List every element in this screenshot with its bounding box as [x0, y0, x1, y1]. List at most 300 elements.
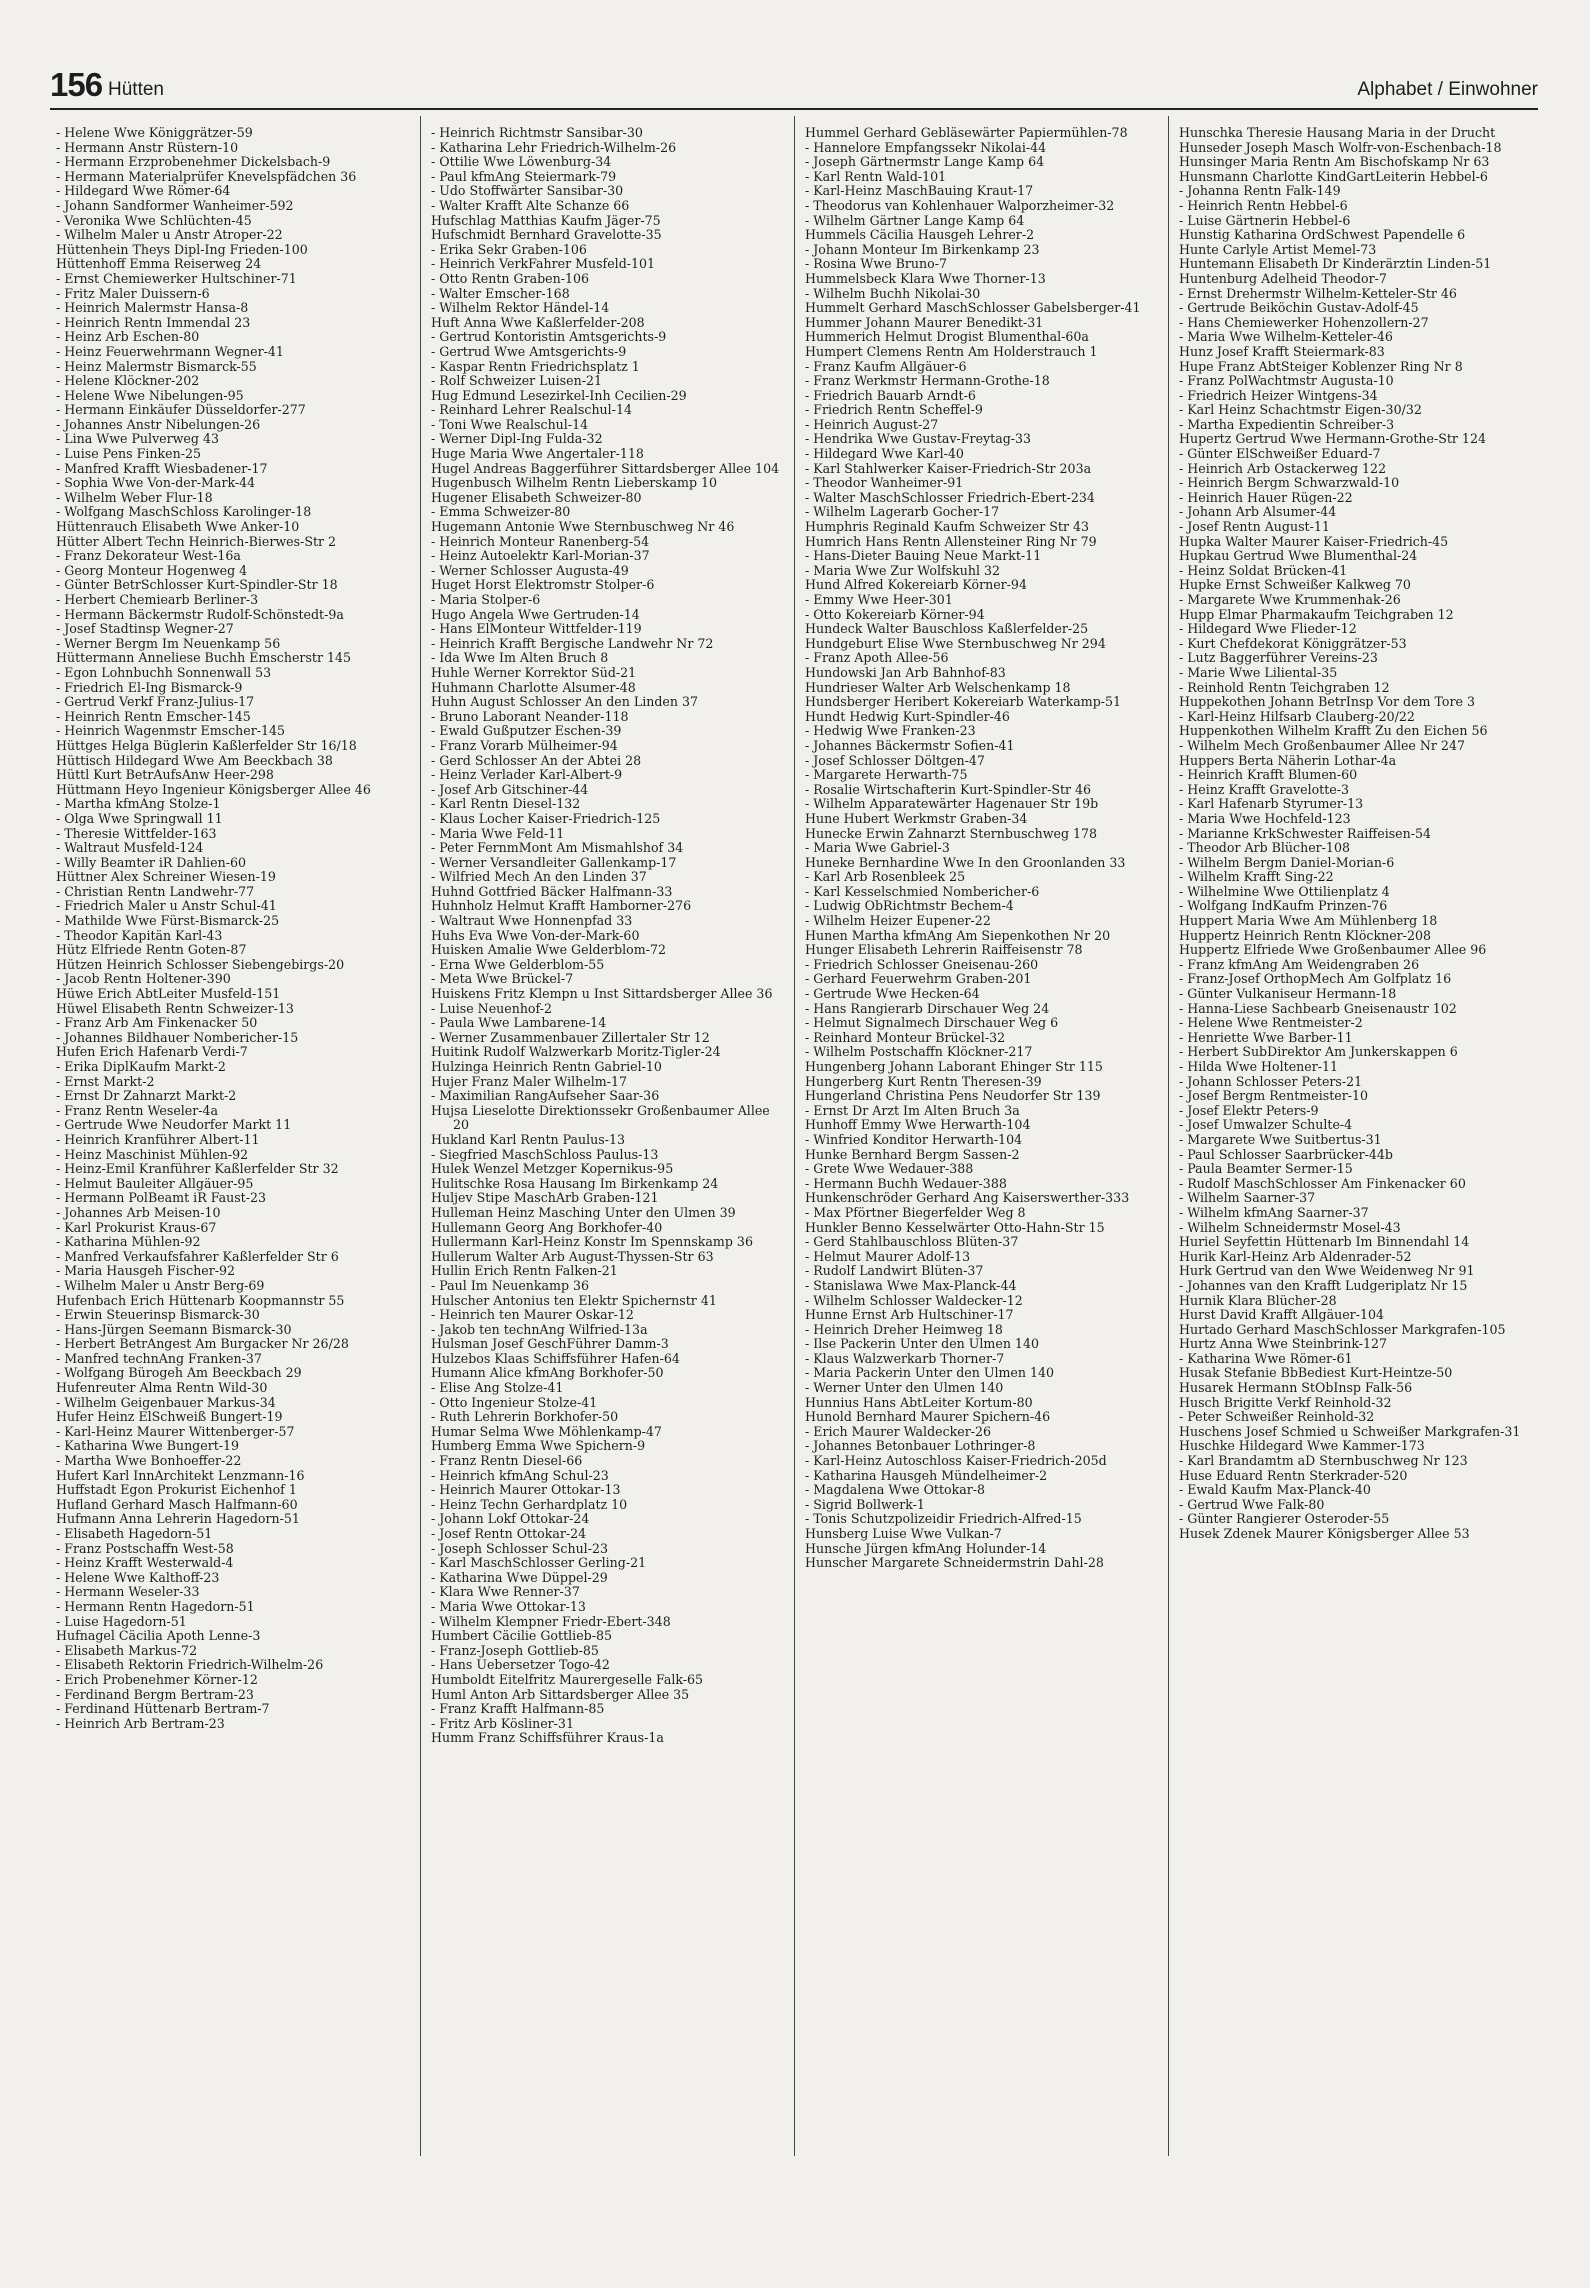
- directory-entry: - Friedrich Maler u Anstr Schul-41: [56, 898, 277, 914]
- directory-entry: Hunhoff Emmy Wwe Herwarth-104: [805, 1117, 1031, 1133]
- directory-entry: Huffstadt Egon Prokurist Eichenhof 1: [56, 1482, 297, 1498]
- directory-entry: Hummerich Helmut Drogist Blumenthal-60a: [805, 329, 1089, 345]
- directory-entry: Hug Edmund Lesezirkel-Inh Cecilien-29: [431, 387, 687, 403]
- directory-entry: - Rudolf Landwirt Blüten-37: [805, 1263, 984, 1279]
- directory-entry: - Herbert Chemiearb Berliner-3: [56, 592, 259, 607]
- directory-entry: Hukland Karl Rentn Paulus-13: [431, 1131, 626, 1147]
- directory-entry: - Josef Arb Gitschiner-44: [431, 781, 589, 797]
- directory-entry: - Franz Vorarb Mülheimer-94: [431, 737, 618, 753]
- directory-column-1: [46, 116, 420, 2156]
- directory-entry: Hunger Elisabeth Lehrerin Raiffeisenstr 78: [805, 942, 1083, 958]
- directory-entry: - Hans Chemiewerker Hohenzollern-27: [1179, 314, 1429, 330]
- directory-entry: - Ferdinand Hüttenarb Bertram-7: [56, 1701, 270, 1717]
- directory-entry: - Elisabeth Rektorin Friedrich-Wilhelm-26: [56, 1657, 324, 1673]
- directory-entry: - Johannes Anstr Nibelungen-26: [56, 416, 261, 432]
- directory-entry: - Karl MaschSchlosser Gerling-21: [431, 1555, 647, 1571]
- directory-entry: Hurnik Klara Blücher-28: [1179, 1292, 1337, 1308]
- directory-entry: - Mathilde Wwe Fürst-Bismarck-25: [56, 913, 280, 929]
- directory-entry: - Hermann Buchh Wedauer-388: [805, 1175, 1007, 1191]
- directory-entry: Huschke Hildegard Wwe Kammer-173: [1179, 1438, 1425, 1454]
- directory-entry: Hupke Ernst Schweißer Kalkweg 70: [1179, 577, 1411, 593]
- directory-entry: - Georg Monteur Hogenweg 4: [56, 562, 248, 578]
- directory-entry: - Hendrika Wwe Gustav-Freytag-33: [805, 431, 1032, 447]
- directory-entry: - Maria Wwe Hochfeld-123: [1179, 810, 1351, 826]
- directory-entry: Huml Anton Arb Sittardsberger Allee 35: [431, 1686, 690, 1702]
- directory-entry: - Katharina Hausgeh Mündelheimer-2: [805, 1467, 1048, 1483]
- directory-entry: - Toni Wwe Realschul-14: [431, 416, 589, 432]
- directory-entry: Huntemann Elisabeth Dr Kinderärztin Linden-51: [1179, 256, 1492, 272]
- directory-entry: - Gertrud Wwe Amtsgerichts-9: [431, 343, 627, 359]
- directory-entry: - Karl-Heinz MaschBauing Kraut-17: [805, 183, 1034, 199]
- directory-entry: - Gerhard Feuerwehrm Graben-201: [805, 971, 1032, 987]
- directory-entry: Hupe Franz AbtSteiger Koblenzer Ring Nr 8: [1179, 358, 1463, 374]
- directory-entry: - Margarete Wwe Suitbertus-31: [1179, 1131, 1382, 1147]
- directory-entry: - Heinrich Hauer Rügen-22: [1179, 489, 1353, 505]
- directory-entry: - Franz Postschaffn West-58: [56, 1540, 234, 1556]
- directory-entry: Huft Anna Wwe Kaßlerfelder-208: [431, 314, 645, 330]
- directory-entry: - Wilhelm Schneidermstr Mosel-43: [1179, 1219, 1401, 1235]
- directory-entry: Hullin Erich Rentn Falken-21: [431, 1263, 618, 1279]
- directory-entry: - Manfred Krafft Wiesbadener-17: [56, 460, 268, 476]
- directory-entry: Huhs Eva Wwe Von-der-Mark-60: [431, 927, 640, 943]
- directory-entry: - Werner Bergm Im Neuenkamp 56: [56, 635, 281, 651]
- directory-entry: - Heinrich VerkFahrer Musfeld-101: [431, 256, 656, 272]
- directory-entry: Hützen Heinrich Schlosser Siebengebirgs-20: [56, 956, 345, 972]
- directory-entry: - Johann Sandformer Wanheimer-592: [56, 197, 294, 213]
- directory-entry: - Heinz-Emil Kranführer Kaßlerfelder Str 32: [56, 1161, 339, 1177]
- directory-entry: Hulek Wenzel Metzger Kopernikus-95: [431, 1161, 674, 1177]
- directory-entry: - Gertrude Wwe Hecken-64: [805, 986, 980, 1002]
- directory-entry: - Maria Wwe Feld-11: [431, 825, 565, 841]
- directory-entry: - Hildegard Wwe Karl-40: [805, 446, 964, 462]
- directory-entry: - Herbert SubDirektor Am Junkerskappen 6: [1179, 1044, 1458, 1060]
- directory-entry: - Martha kfmAng Stolze-1: [56, 796, 221, 812]
- directory-entry: - Helene Klöckner-202: [56, 373, 200, 389]
- directory-entry: Hufer Heinz ElSchweiß Bungert-19: [56, 1409, 283, 1425]
- directory-entry: Hufenbach Erich Hüttenarb Koopmannstr 55: [56, 1292, 345, 1308]
- directory-entry: - Franz-Josef OrthopMech Am Golfplatz 16: [1179, 971, 1452, 987]
- directory-entry: - Gertrude Beiköchin Gustav-Adolf-45: [1179, 300, 1419, 316]
- directory-entry: - Katharina Lehr Friedrich-Wilhelm-26: [431, 139, 677, 155]
- directory-entry: - Wilhelm Schlosser Waldecker-12: [805, 1292, 1023, 1308]
- directory-entry: Hufmann Anna Lehrerin Hagedorn-51: [56, 1511, 300, 1527]
- directory-entry: - Josef Rentn August-11: [1179, 519, 1330, 535]
- directory-entry: - Karl Stahlwerker Kaiser-Friedrich-Str 203a: [805, 460, 1092, 476]
- directory-entry: - Reinhard Lehrer Realschul-14: [431, 402, 632, 418]
- directory-entry: - Franz Werkmstr Hermann-Grothe-18: [805, 373, 1050, 389]
- directory-entry: - Rolf Schweizer Luisen-21: [431, 373, 602, 389]
- directory-entry: Hulscher Antonius ten Elektr Spichernstr 41: [431, 1292, 717, 1308]
- directory-entry: - Winfried Konditor Herwarth-104: [805, 1131, 1023, 1147]
- directory-entry: - Heinrich Dreher Heimweg 18: [805, 1321, 1003, 1337]
- directory-entry: Husek Zdenek Maurer Königsberger Allee 53: [1179, 1526, 1470, 1541]
- directory-entry: Hullemann Georg Ang Borkhofer-40: [431, 1219, 663, 1235]
- directory-entry: - Martha Wwe Bonhoeffer-22: [56, 1453, 242, 1469]
- directory-entry: - Wilhelm Postschaffn Klöckner-217: [805, 1044, 1033, 1060]
- directory-entry: Hufen Erich Hafenarb Verdi-7: [56, 1044, 248, 1060]
- directory-entry: - Johann Schlosser Peters-21: [1179, 1073, 1363, 1089]
- directory-entry: Hurst David Krafft Allgäuer-104: [1179, 1307, 1384, 1323]
- directory-entry: - Franz Apoth Allee-56: [805, 650, 949, 666]
- directory-entry: Huppertz Elfriede Wwe Großenbaumer Allee 96: [1179, 942, 1487, 958]
- directory-entry: - Meta Wwe Brückel-7: [431, 971, 574, 987]
- directory-entry: Hund Alfred Kokereiarb Körner-94: [805, 577, 1027, 593]
- directory-entry: - Hermann Weseler-33: [56, 1584, 200, 1600]
- directory-entry: - Hermann Rentn Hagedorn-51: [56, 1598, 255, 1614]
- directory-entry: - Peter Schweißer Reinhold-32: [1179, 1409, 1375, 1425]
- directory-entry: Hütz Elfriede Rentn Goten-87: [56, 942, 247, 958]
- directory-entry: - Hilda Wwe Holtener-11: [1179, 1059, 1339, 1074]
- directory-entry: - Karl-Heinz Autoschloss Kaiser-Friedrich-205d: [805, 1453, 1107, 1469]
- directory-entry: Hummel Gerhard Gebläsewärter Papiermühlen-78: [805, 125, 1128, 140]
- directory-entry: Hugel Andreas Baggerführer Sittardsberger Allee 104: [431, 460, 780, 476]
- directory-entry: Hungenberg Johann Laborant Ehinger Str 115: [805, 1059, 1103, 1074]
- directory-entry: - Hans-Jürgen Seemann Bismarck-30: [56, 1321, 292, 1337]
- directory-entry: Hunte Carlyle Artist Memel-73: [1179, 241, 1377, 257]
- directory-entry: Hulzinga Heinrich Rentn Gabriel-10: [431, 1059, 662, 1074]
- directory-entry: Hunschka Theresie Hausang Maria in der Drucht: [1179, 125, 1496, 140]
- directory-entry: - Kaspar Rentn Friedrichsplatz 1: [431, 358, 640, 374]
- directory-entry: - Hermann PolBeamt iR Faust-23: [56, 1190, 267, 1206]
- directory-entry: Huppekothen Johann BetrInsp Vor dem Tore 3: [1179, 694, 1475, 710]
- directory-entry: Humbert Cäcilie Gottlieb-85: [431, 1628, 612, 1644]
- directory-entry: Hujer Franz Maler Wilhelm-17: [431, 1073, 627, 1089]
- directory-entry: - Ferdinand Bergm Bertram-23: [56, 1686, 254, 1702]
- directory-entry: - Wilhelm Rektor Händel-14: [431, 300, 610, 316]
- directory-entry: - Walter MaschSchlosser Friedrich-Ebert-234: [805, 489, 1095, 505]
- directory-entry: - Johannes Arb Meisen-10: [56, 1204, 221, 1220]
- directory-entry: - Ludwig ObRichtmstr Bechem-4: [805, 898, 1014, 914]
- directory-entry: - Günter ElSchweißer Eduard-7: [1179, 446, 1381, 462]
- directory-entry: Hune Hubert Werkmstr Graben-34: [805, 810, 1028, 826]
- directory-entry: - Karl Kesselschmied Nombericher-6: [805, 883, 1040, 899]
- directory-entry: - Friedrich El-Ing Bismarck-9: [56, 679, 243, 695]
- directory-entry: - Walter Krafft Alte Schanze 66: [431, 197, 630, 213]
- page-header: [50, 66, 1538, 110]
- directory-entry: - Olga Wwe Springwall 11: [56, 810, 223, 826]
- directory-entry: Hunsche Jürgen kfmAng Holunder-14: [805, 1540, 1047, 1556]
- directory-entry: - Karl Arb Rosenbleek 25: [805, 869, 966, 885]
- directory-entry: - Josef Elektr Peters-9: [1179, 1102, 1319, 1118]
- directory-entry: - Wilhelm Geigenbauer Markus-34: [56, 1394, 276, 1410]
- directory-entry: - Manfred technAng Franken-37: [56, 1350, 262, 1366]
- directory-entry: - Udo Stoffwärter Sansibar-30: [431, 183, 624, 199]
- directory-entry: - Hermann Erzprobenehmer Dickelsbach-9: [56, 154, 331, 170]
- directory-entry: - Maria Stolper-6: [431, 592, 541, 607]
- directory-entry: - Heinrich Rentn Hebbel-6: [1179, 197, 1348, 213]
- directory-entry: - Helmut Bauleiter Allgäuer-95: [56, 1175, 254, 1191]
- directory-entry: - Hans ElMonteur Wittfelder-119: [431, 621, 642, 637]
- directory-entry: Hufschlag Matthias Kaufm Jäger-75: [431, 212, 661, 228]
- directory-entry: Hummer Johann Maurer Benedikt-31: [805, 314, 1044, 330]
- directory-entry: Huhnd Gottfried Bäcker Halfmann-33: [431, 883, 673, 899]
- directory-entry: - Ewald Gußputzer Eschen-39: [431, 723, 622, 739]
- directory-entry: Hugenbusch Wilhelm Rentn Lieberskamp 10: [431, 475, 718, 491]
- directory-entry: - Johann Arb Alsumer-44: [1179, 504, 1337, 520]
- directory-entry: - Josef Stadtinsp Wegner-27: [56, 621, 234, 637]
- directory-entry: - Friedrich Rentn Scheffel-9: [805, 402, 983, 418]
- directory-entry: Hullerum Walter Arb August-Thyssen-Str 63: [431, 1248, 714, 1264]
- directory-entry: - Gerd Schlosser An der Abtei 28: [431, 752, 642, 768]
- directory-entry: Hupkau Gertrud Wwe Blumenthal-24: [1179, 548, 1418, 564]
- directory-entry: - Kurt Chefdekorat Königgrätzer-53: [1179, 635, 1407, 651]
- directory-entry: Hummelt Gerhard MaschSchlosser Gabelsberger-41: [805, 300, 1141, 316]
- directory-entry: Hüttl Kurt BetrAufsAnw Heer-298: [56, 767, 274, 783]
- directory-column-3: [794, 116, 1168, 2156]
- directory-entry: - Reinhard Monteur Brückel-32: [805, 1029, 1006, 1045]
- directory-entry: Hupertz Gertrud Wwe Hermann-Grothe-Str 124: [1179, 431, 1486, 447]
- directory-entry: - Rudolf MaschSchlosser Am Finkenacker 60: [1179, 1175, 1466, 1191]
- directory-entry: - Heinrich Rentn Emscher-145: [56, 708, 251, 724]
- directory-entry: - Heinrich Richtmstr Sansibar-30: [431, 125, 643, 140]
- category-title: Alphabet / Einwohner: [1357, 79, 1538, 100]
- directory-entry: - Wilhelm Bergm Daniel-Morian-6: [1179, 854, 1395, 870]
- directory-entry: - Karl Prokurist Kraus-67: [56, 1219, 217, 1235]
- directory-entry: - Siegfried MaschSchloss Paulus-13: [431, 1146, 659, 1162]
- directory-entry: - Tonis Schutzpolizeidir Friedrich-Alfred-15: [805, 1511, 1082, 1527]
- directory-entry: Huschens Josef Schmied u Schweißer Markgrafen-31: [1179, 1423, 1521, 1439]
- directory-entry: - Hans-Dieter Bauing Neue Markt-11: [805, 548, 1042, 564]
- directory-entry: - Helene Wwe Rentmeister-2: [1179, 1015, 1363, 1031]
- directory-entry: - Hedwig Wwe Franken-23: [805, 723, 976, 739]
- directory-entry: - Wolfgang IndKaufm Prinzen-76: [1179, 898, 1388, 914]
- directory-entry: - Heinrich Rentn Immendal 23: [56, 314, 251, 330]
- directory-entry: - Heinrich Arb Ostackerweg 122: [1179, 460, 1387, 476]
- directory-entry: - Helene Wwe Kalthoff-23: [56, 1569, 220, 1585]
- directory-entry: Hunstig Katharina OrdSchwest Papendelle 6: [1179, 227, 1466, 243]
- directory-entry: - Elisabeth Hagedorn-51: [56, 1526, 213, 1541]
- directory-entry: Hüwe Erich AbtLeiter Musfeld-151: [56, 986, 281, 1002]
- directory-entry: Huntenburg Adelheid Theodor-7: [1179, 270, 1387, 286]
- directory-entry: - Ida Wwe Im Alten Bruch 8: [431, 650, 609, 666]
- directory-entry: Huisken Amalie Wwe Gelderblom-72: [431, 942, 666, 958]
- directory-entry: - Jakob ten technAng Wilfried-13a: [431, 1321, 648, 1337]
- directory-entry: Hupp Elmar Pharmakaufm Teichgraben 12: [1179, 606, 1454, 622]
- directory-entry: - Ernst Dr Arzt Im Alten Bruch 3a: [805, 1102, 1020, 1118]
- directory-entry: - Joseph Gärtnermstr Lange Kamp 64: [805, 154, 1045, 170]
- directory-entry: - Marianne KrkSchwester Raiffeisen-54: [1179, 825, 1432, 841]
- directory-entry: - Franz-Joseph Gottlieb-85: [431, 1642, 599, 1658]
- directory-entry: - Stanislawa Wwe Max-Planck-44: [805, 1277, 1017, 1293]
- directory-entry: - Veronika Wwe Schlüchten-45: [56, 212, 252, 228]
- directory-entry: - Heinz Soldat Brücken-41: [1179, 562, 1348, 578]
- directory-entry: Hungerland Christina Pens Neudorfer Str 139: [805, 1088, 1101, 1104]
- directory-entry: - Wilhelm Buchh Nikolai-30: [805, 285, 981, 301]
- directory-entry: - Willy Beamter iR Dahlien-60: [56, 854, 247, 870]
- directory-entry: - Wilhelm kfmAng Saarner-37: [1179, 1204, 1369, 1220]
- directory-entry: Hunecke Erwin Zahnarzt Sternbuschweg 178: [805, 825, 1098, 841]
- directory-entry: - Werner Schlosser Augusta-49: [431, 562, 629, 578]
- directory-entry: - Klaus Locher Kaiser-Friedrich-125: [431, 810, 661, 826]
- directory-entry: - Joseph Schlosser Schul-23: [431, 1540, 608, 1556]
- directory-entry: - Heinz Techn Gerhardplatz 10: [431, 1496, 628, 1512]
- directory-entry: Hulitschke Rosa Hausang Im Birkenkamp 24: [431, 1175, 719, 1191]
- directory-entry: - Ernst Chemiewerker Hultschiner-71: [56, 270, 297, 286]
- directory-entry: - Wilhelm Klempner Friedr-Ebert-348: [431, 1613, 671, 1629]
- directory-entry: - Max Pförtner Biegerfelder Weg 8: [805, 1204, 1026, 1220]
- directory-entry: Hundgeburt Elise Wwe Sternbuschweg Nr 294: [805, 635, 1106, 651]
- directory-entry: - Franz Rentn Diesel-66: [431, 1453, 583, 1469]
- directory-entry: Huget Horst Elektromstr Stolper-6: [431, 577, 655, 593]
- directory-entry: - Franz Rentn Weseler-4a: [56, 1102, 219, 1118]
- directory-entry: - Wilhelm Apparatewärter Hagenauer Str 19b: [805, 796, 1099, 812]
- directory-entry: Huppert Maria Wwe Am Mühlenberg 18: [1179, 913, 1438, 929]
- directory-entry: Hummelsbeck Klara Wwe Thorner-13: [805, 270, 1046, 286]
- directory-entry: Hundsberger Heribert Kokereiarb Waterkamp-51: [805, 694, 1122, 710]
- directory-entry: - Lutz Baggerführer Vereins-23: [1179, 650, 1378, 666]
- directory-entry: - Josef Umwalzer Schulte-4: [1179, 1117, 1353, 1133]
- directory-entry: - Heinrich Bergm Schwarzwald-10: [1179, 475, 1400, 491]
- directory-entry: Humar Selma Wwe Möhlenkamp-47: [431, 1423, 662, 1439]
- directory-entry: Hunseder Joseph Masch Wolfr-von-Eschenbach-18: [1179, 139, 1502, 155]
- directory-entry: - Theodor Kapitän Karl-43: [56, 927, 223, 943]
- directory-entry: Hunsberg Luise Wwe Vulkan-7: [805, 1526, 1002, 1541]
- directory-entry: - Maria Packerin Unter den Ulmen 140: [805, 1365, 1055, 1381]
- directory-entry: Hurik Karl-Heinz Arb Aldenrader-52: [1179, 1248, 1412, 1264]
- directory-entry: - Wolfgang MaschSchloss Karolinger-18: [56, 504, 312, 520]
- directory-entry: - Friedrich Heizer Wintgens-34: [1179, 387, 1378, 403]
- directory-entry: - Luise Gärtnerin Hebbel-6: [1179, 212, 1351, 228]
- directory-entry: - Heinz Verlader Karl-Albert-9: [431, 767, 623, 783]
- directory-entry: Hundowski Jan Arb Bahnhof-83: [805, 664, 1006, 680]
- directory-entry: - Josef Schlosser Döltgen-47: [805, 752, 985, 768]
- directory-entry: - Josef Rentn Ottokar-24: [431, 1526, 587, 1541]
- directory-entry: - Erich Maurer Waldecker-26: [805, 1423, 992, 1439]
- directory-entry: - Wilhelm Mech Großenbaumer Allee Nr 247: [1179, 737, 1465, 753]
- directory-entry: - Hildegard Wwe Flieder-12: [1179, 621, 1357, 637]
- directory-entry: - Katharina Wwe Römer-61: [1179, 1350, 1353, 1366]
- directory-entry: - Waltraut Wwe Honnenpfad 33: [431, 913, 633, 929]
- directory-entry: - Otto Ingenieur Stolze-41: [431, 1394, 598, 1410]
- directory-entry: - Magdalena Wwe Ottokar-8: [805, 1482, 986, 1498]
- directory-entry: - Elise Ang Stolze-41: [431, 1380, 564, 1396]
- directory-entry: Hunen Martha kfmAng Am Siepenkothen Nr 20: [805, 927, 1111, 943]
- directory-entry: Hüttisch Hildegard Wwe Am Beeckbach 38: [56, 752, 333, 768]
- directory-entry: Hundeck Walter Bauschloss Kaßlerfelder-25: [805, 621, 1089, 637]
- directory-entry: Hulzebos Klaas Schiffsführer Hafen-64: [431, 1350, 680, 1366]
- directory-entry: - Franz PolWachtmstr Augusta-10: [1179, 373, 1394, 389]
- directory-entry: - Karl Rentn Wald-101: [805, 168, 947, 184]
- directory-entry: - Werner Unter den Ulmen 140: [805, 1380, 1004, 1396]
- directory-entry: - Maria Wwe Zur Wolfskuhl 32: [805, 562, 1001, 578]
- directory-entry: - Heinrich Malermstr Hansa-8: [56, 300, 249, 316]
- directory-column-2: [420, 116, 794, 2156]
- directory-entry: Huhnholz Helmut Krafft Hamborner-276: [431, 898, 692, 914]
- directory-entry: - Ernst Dr Zahnarzt Markt-2: [56, 1088, 237, 1104]
- directory-entry: - Hermann Materialprüfer Knevelspfädchen 36: [56, 168, 357, 184]
- directory-entry: - Franz Arb Am Finkenacker 50: [56, 1015, 258, 1031]
- directory-entry: Hufert Karl InnArchitekt Lenzmann-16: [56, 1467, 305, 1483]
- directory-entry: - Rosina Wwe Bruno-7: [805, 256, 947, 272]
- directory-entry: - Werner Versandleiter Gallenkamp-17: [431, 854, 677, 870]
- directory-entry: Hüttges Helga Büglerin Kaßlerfelder Str 16/18: [56, 737, 357, 753]
- directory-entry: Huhmann Charlotte Alsumer-48: [431, 679, 636, 695]
- directory-entry: - Johannes Bäckermstr Sofien-41: [805, 737, 1015, 753]
- directory-entry: Humboldt Eitelfritz Maurergeselle Falk-65: [431, 1671, 704, 1687]
- directory-entry: - Paula Beamter Sermer-15: [1179, 1161, 1353, 1177]
- directory-entry: - Ottilie Wwe Löwenburg-34: [431, 154, 612, 170]
- directory-entry: - Hanna-Liese Sachbearb Gneisenaustr 102: [1179, 1000, 1457, 1016]
- directory-entry: Huriel Seyfettin Hüttenarb Im Binnendahl 14: [1179, 1234, 1470, 1250]
- directory-entry: Hufschmidt Bernhard Gravelotte-35: [431, 227, 662, 243]
- directory-entry: - Johannes Bildhauer Nombericher-15: [56, 1029, 299, 1045]
- directory-entry: Husarek Hermann StObInsp Falk-56: [1179, 1380, 1413, 1396]
- directory-entry: - Heinrich Kranführer Albert-11: [56, 1131, 260, 1147]
- directory-entry: Humm Franz Schiffsführer Kraus-1a: [431, 1730, 664, 1746]
- directory-entry: - Johannes Betonbauer Lothringer-8: [805, 1438, 1036, 1454]
- directory-entry: - Ilse Packerin Unter den Ulmen 140: [805, 1336, 1039, 1352]
- directory-entry: Huhn August Schlosser An den Linden 37: [431, 694, 699, 710]
- directory-entry: - Henriette Wwe Barber-11: [1179, 1029, 1353, 1045]
- directory-entry: - Hermann Einkäufer Düsseldorfer-277: [56, 402, 306, 418]
- directory-entry: - Klara Wwe Renner-37: [431, 1584, 580, 1600]
- directory-entry: Hunz Josef Krafft Steiermark-83: [1179, 343, 1385, 359]
- directory-entry: - Karl-Heinz Hilfsarb Clauberg-20/22: [1179, 708, 1415, 724]
- directory-entry: Hujsa Lieselotte Direktionssekr Großenbaumer Allee 20: [431, 1102, 770, 1133]
- directory-entry: - Heinz Krafft Westerwald-4: [56, 1555, 234, 1571]
- directory-entry: Hunold Bernhard Maurer Spichern-46: [805, 1409, 1051, 1425]
- directory-entry: Hulsman Josef GeschFührer Damm-3: [431, 1336, 669, 1352]
- directory-entry: - Ruth Lehrerin Borkhofer-50: [431, 1409, 619, 1425]
- directory-entry: - Katharina Wwe Bungert-19: [56, 1438, 240, 1454]
- directory-entry: - Theodor Arb Blücher-108: [1179, 840, 1350, 856]
- directory-entry: - Karl-Heinz Maurer Wittenberger-57: [56, 1423, 295, 1439]
- directory-entry: Hunkler Benno Kesselwärter Otto-Hahn-Str 15: [805, 1219, 1105, 1235]
- directory-entry: - Heinrich Maurer Ottokar-13: [431, 1482, 621, 1498]
- directory-entry: - Wilhelm Gärtner Lange Kamp 64: [805, 212, 1025, 228]
- directory-entry: - Fritz Arb Kösliner-31: [431, 1715, 574, 1731]
- directory-entry: Huse Eduard Rentn Sterkrader-520: [1179, 1467, 1408, 1483]
- directory-entry: - Walter Emscher-168: [431, 285, 570, 301]
- directory-entry: - Erika DiplKaufm Markt-2: [56, 1059, 226, 1074]
- directory-entry: - Heinrich Krafft Bergische Landwehr Nr 72: [431, 635, 714, 651]
- directory-entry: - Erwin Steuerinsp Bismarck-30: [56, 1307, 260, 1323]
- directory-entry: - Manfred Verkaufsfahrer Kaßlerfelder Str 6: [56, 1248, 339, 1264]
- directory-entry: Hurk Gertrud van den Wwe Weidenweg Nr 91: [1179, 1263, 1475, 1279]
- directory-entry: - Hermann Anstr Rüstern-10: [56, 139, 239, 155]
- directory-entry: Hulleman Heinz Masching Unter den Ulmen 39: [431, 1204, 736, 1220]
- directory-entry: - Bruno Laborant Neander-118: [431, 708, 629, 724]
- directory-entry: - Paul kfmAng Steiermark-79: [431, 168, 617, 184]
- directory-entry: - Klaus Walzwerkarb Thorner-7: [805, 1350, 1005, 1366]
- directory-entry: - Heinz Feuerwehrmann Wegner-41: [56, 343, 284, 359]
- directory-entry: - Egon Lohnbuchh Sonnenwall 53: [56, 664, 272, 680]
- directory-entry: - Gerd Stahlbauschloss Blüten-37: [805, 1234, 1019, 1250]
- directory-entry: - Maria Wwe Wilhelm-Ketteler-46: [1179, 329, 1393, 345]
- directory-entry: - Katharina Mühlen-92: [56, 1234, 201, 1250]
- directory-entry: - Wilhelm Maler u Anstr Atroper-22: [56, 227, 283, 243]
- directory-entry: - Franz Dekorateur West-16a: [56, 548, 241, 564]
- directory-entry: - Emmy Wwe Heer-301: [805, 592, 953, 607]
- directory-entry: Humberg Emma Wwe Spichern-9: [431, 1438, 646, 1454]
- directory-entry: Hummels Cäcilia Hausgeh Lehrer-2: [805, 227, 1035, 243]
- directory-entry: Hungerberg Kurt Rentn Theresen-39: [805, 1073, 1042, 1089]
- directory-entry: - Margarete Wwe Krummenhak-26: [1179, 592, 1401, 607]
- directory-entry: Hufland Gerhard Masch Halfmann-60: [56, 1496, 298, 1512]
- directory-entry: Huneke Bernhardine Wwe In den Groonlanden 33: [805, 854, 1126, 870]
- directory-entry: - Karl Heinz Schachtmstr Eigen-30/32: [1179, 402, 1422, 418]
- directory-entry: - Maria Hausgeh Fischer-92: [56, 1263, 236, 1279]
- section-title: Hütten: [108, 79, 164, 100]
- directory-entry: - Franz Krafft Halfmann-85: [431, 1701, 605, 1717]
- directory-entry: Hunne Ernst Arb Hultschiner-17: [805, 1307, 1014, 1323]
- directory-entry: - Karl Brandamtm aD Sternbuschweg Nr 123: [1179, 1453, 1468, 1469]
- directory-entry: Hullermann Karl-Heinz Konstr Im Spennskamp 36: [431, 1234, 753, 1250]
- directory-entry: - Lina Wwe Pulverweg 43: [56, 431, 219, 447]
- directory-entry: - Maria Wwe Gabriel-3: [805, 840, 950, 856]
- directory-entry: - Franz kfmAng Am Weidengraben 26: [1179, 956, 1420, 972]
- directory-entry: Hüttenhoff Emma Reiserweg 24: [56, 256, 262, 272]
